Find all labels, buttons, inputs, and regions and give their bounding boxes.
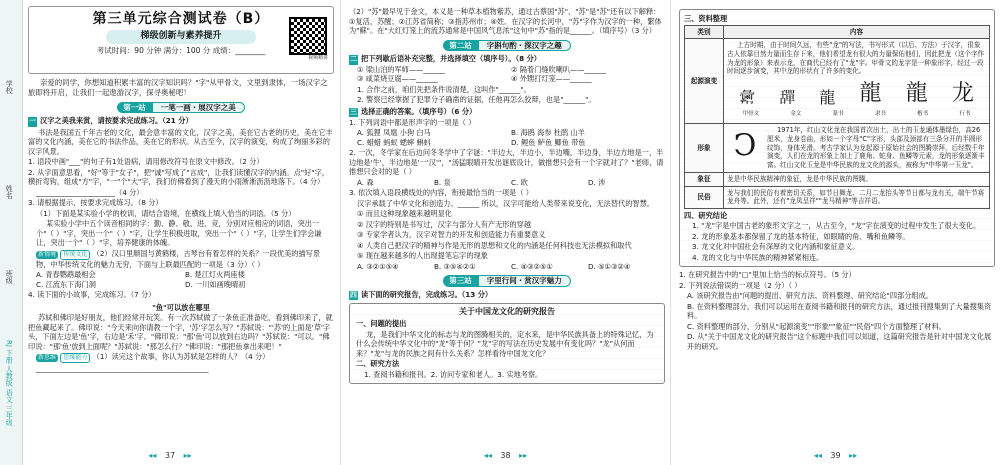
option[interactable]: A. 青春鹦鹉最相会 xyxy=(36,270,96,280)
option[interactable]: B. 楚江灯火两座楼 xyxy=(185,270,245,280)
fill-blank-1: 1. 合作之前，咱们先把条件说清楚，这叫作"______"。 xyxy=(357,84,531,94)
story-title: "鱼"可以放在哪里 xyxy=(152,302,210,312)
table-row xyxy=(685,186,990,208)
list-item: 4. 龙的文化与中华民族的精神紧紧相连。 xyxy=(692,252,824,262)
question-heading-4: 四 读下面的研究报告，完成练习。（13 分） xyxy=(350,290,493,300)
option[interactable]: C. ④③②⑤① xyxy=(511,261,553,271)
list-item: ④ 人类自己把汉字的精神与作是无形的思想和文化的内涵是任何科技也无法模拟和取代 xyxy=(357,240,632,250)
question-heading-3: 三 选择正确的答案。（填序号）（6 分） xyxy=(350,106,477,116)
column-header: 内容 xyxy=(724,25,990,39)
question-3-3-text: 汉字承载了中华文化和创造力。______ 所以，汉字可能给人类带来说变化，无法替代的智慧。 xyxy=(357,198,654,208)
option[interactable]: D. 一川如画晚晴初 xyxy=(185,279,246,289)
script-label: 金文 xyxy=(790,111,802,118)
option[interactable]: A. ③②①⑤④ xyxy=(357,261,399,271)
question-3-2-options xyxy=(28,270,334,289)
question-top-para: （2）"苏"最早见于金文，本义是一种草本植物紫苏，通过古蔡国"苏"、"苏"是"苏"还有以下解释：①复活，苏醒；②江苏省简称；③指苏州市；④姓。在汉字的长河中，"苏"字作为汉字的一种，繁体为"蘇"。在"大红灯笼上的流苏通常是中国风气息浓"这句中"苏"指的是______。（填序号）（3 分） xyxy=(349,7,662,35)
glyph-oracle: 𢑷 xyxy=(739,87,756,107)
question-3-3: 3. 依次填入语段横线处的内容，衔接最恰当的一项是（ ） xyxy=(349,188,533,198)
qr-caption: 视频精讲 xyxy=(307,55,328,61)
list-item: ② 隔着门缝吹喇叭——______ xyxy=(511,64,606,74)
page-number: ◂◂ 38 ▸▸ xyxy=(483,451,528,461)
glyph-seal: 龍 xyxy=(819,87,836,107)
option[interactable]: D. ⑤①③②④ xyxy=(588,261,631,271)
spine-name: 姓名 xyxy=(5,185,14,199)
question-2: 2. 下列说法错误的一项是（2 分）（ ） xyxy=(679,280,802,290)
script-labels xyxy=(727,111,986,118)
glyph-running: 龙 xyxy=(951,81,974,107)
list-item: ② 汉字的特别是书写过，汉字与部分人有产无形的穿越 xyxy=(357,219,532,229)
question-1: 1. 语段中画"___"的句子有1处语病，请用修改符号在原文中修改。（2 分） xyxy=(28,157,264,167)
report-heading: 四、研究结论 xyxy=(684,210,728,220)
page-38 xyxy=(340,0,670,465)
option[interactable]: B. 海鸥 海参 杜鹃 山羊 xyxy=(511,128,585,138)
report-text: 龙，是我们中华文化的标志与龙的图腾相关的，定水来，是中华民族具备上的特殊记忆，为什么会传统中华文化中的"龙"等于何？"龙"字的写法在历史发展中有变化吗？"龙"从何而来？"龙"与龙的民族之间有什么关系？怎样看待中国龙文化？ xyxy=(356,329,654,358)
option[interactable]: C. 欧 xyxy=(511,177,528,187)
character-evolution xyxy=(727,79,986,108)
xiehouyu-list xyxy=(349,65,665,84)
question-3-1: 1. 下列词语中都是形声字的一项是（ ） xyxy=(349,117,476,127)
section-banner-2 xyxy=(349,40,665,52)
option[interactable]: A. 森 xyxy=(357,177,374,187)
section-tag: 第三站 xyxy=(443,275,478,287)
list-item: ⑤ 现在越来越多的人出现提笔忘字的现象 xyxy=(357,251,488,261)
section-name: 字斟句酌・探汉字之趣 xyxy=(478,40,571,52)
question-4-1: 新思维 思维能力 （1）读完这个故事，你认为苏轼是怎样的人？（4 分） xyxy=(38,352,270,362)
list-item: ③ 咸菜烧豆腐——______ xyxy=(357,74,438,84)
list-item: 3. 龙文化对中国社会有深厚的文化内涵和象征意义。 xyxy=(692,242,860,252)
question-1: 1. 在研究报告中的"□"里加上恰当的标点符号。（5 分） xyxy=(679,270,856,280)
options xyxy=(349,128,665,147)
answer-line: ______________________（4 分） xyxy=(36,187,144,197)
list-item: 2. 龙的形象基本都保留了龙的基本特征，如眼睛的角、嘴和鱼鳞等。 xyxy=(692,231,910,241)
question-3: 3. 请根据提示，按要求完成练习。（8 分） xyxy=(28,198,163,208)
spine-book-tag: RJ 下册 人教版 语文 三年级 xyxy=(5,340,14,426)
binding-spine xyxy=(0,0,23,465)
table-row xyxy=(685,124,990,173)
option[interactable]: A. 狐狸 凤凰 小狗 白马 xyxy=(357,128,431,138)
option[interactable]: C. 江流东下海门洞 xyxy=(36,279,96,289)
glyph-regular: 龍 xyxy=(905,81,928,107)
report-box xyxy=(349,303,665,384)
report-title: 关于中国龙文化的研究报告 xyxy=(459,307,555,317)
data-table xyxy=(684,25,990,209)
page-title: 第三单元综合测试卷（B） xyxy=(92,11,270,27)
list-item: ④ 外甥打灯笼——______ xyxy=(511,74,592,84)
page-number: ◂◂ 37 ▸▸ xyxy=(148,451,192,461)
script-label: 篆书 xyxy=(832,111,844,118)
row-label: 形象 xyxy=(685,124,724,173)
question-3-1: （1）下面是某实验小学的校训，请结合语境，在横线上填入恰当的词语。（5 分） xyxy=(36,208,296,218)
section-banner-3 xyxy=(349,275,665,287)
options xyxy=(349,178,665,188)
page-39 xyxy=(670,0,1000,465)
table-row xyxy=(685,39,990,124)
qr-code-icon[interactable] xyxy=(289,17,327,55)
question-3-1-text: 某实验小学中五个读音相同的字：勤、静、敬、进、竞，分别对应相应的词语，突出一个"（ ）"字，突出一个"（ ）"字，让学生积极进取，突出一个"（ ）"字，让学生们学会谦让，突出一个"（ ）"字，培养健康的体魄。 xyxy=(36,219,322,248)
list-item: ① 而且这种现象越来越明显化 xyxy=(357,209,452,219)
title-box xyxy=(28,6,334,74)
fill-blank-2: 2. 警察已经掌握了犯罪分子确凿的证据，任他再怎么狡辩，也是"______"。 xyxy=(357,95,596,105)
list-item: 1. "龙"字是中国古老的象形文字之一，从古至今，"龙"字在演变的过程中发生了很大变化。 xyxy=(692,221,981,231)
row-label: 民俗 xyxy=(685,186,724,208)
story-text: 苏轼和佛印是好朋友，他们经常开玩笑。有一次苏轼做了一条鱼正准备吃，看到佛印来了，就把鱼藏起来了。佛印说："今天来向你请教一个字，'苏'字怎么写？"苏轼说："'苏'的上面是'草'字头，下面左边是'鱼'字，右边是'禾'字。"佛印说："那'鱼'可以放到右边吗？"苏轼说："可以。"佛印说："那'鱼'放到上面呢？"苏轼说："那怎么行？"佛印说："那把鱼拿出来吧！" xyxy=(28,313,333,351)
report-heading: 二、研究方法 xyxy=(356,359,400,369)
options xyxy=(349,262,665,272)
answer-line: ________________________________________________ xyxy=(36,363,209,373)
option[interactable]: A. 该研究报告由"问题的提出、研究方法、资料整理、研究结论"四部分组成。 xyxy=(687,291,933,301)
exam-info: 考试时间：90 分钟 满分：100 分 成绩：________ xyxy=(96,46,266,56)
report-text: 1. 查阅书籍和报刊。2. 访问专家和老人。3. 实地考察。 xyxy=(364,369,543,379)
question-4: 4. 读下面的小故事，完成练习。（7 分） xyxy=(28,290,156,300)
section-name: 字里行间・赏汉字魅力 xyxy=(478,275,571,287)
option[interactable]: B. 在资料整理部分，我们可以运用在查阅书籍和报刊的研究方法，通过报刊搜集到了大量搜集资料。 xyxy=(687,301,992,321)
glyph-bronze: 𦧴 xyxy=(779,87,796,107)
script-label: 隶书 xyxy=(874,111,886,118)
question-heading-2: 二 把下列歇后语补充完整，并选择填空（填序号）。（8 分） xyxy=(350,54,541,64)
page-number: ◂◂ 39 ▸▸ xyxy=(813,451,858,461)
question-2: 2. 从字面意思看，"好"等于"女子"，把"诚"写成了"言成"，让我们读懂汉字的内涵。点"好"字，横折弯钩，组成"方"字，"一"个"大"字，我们仿佛看到了漫天的小雨淅淅沥沥地落下。（4 分） xyxy=(28,167,329,187)
question-heading-1: 一 汉字之美我来赏，请按要求完成练习。（21 分） xyxy=(29,116,193,126)
script-label: 楷书 xyxy=(917,111,929,118)
spine-class: 班级 xyxy=(5,270,14,284)
option[interactable]: C. 资料整理的部分，分别从"起源演变""形象""象征""民俗"四个方面整理了材料。 xyxy=(687,321,946,331)
row-label: 象征 xyxy=(685,172,724,186)
list-item: ① 梁山泊的军师——______ xyxy=(357,64,445,74)
script-label: 甲骨文 xyxy=(742,111,760,118)
row-label: 起源演变 xyxy=(685,39,724,124)
question-3-2: 新情境 传统文化 （2）汉口里顺国与黄鹤楼，古琴台有着怎样的关系？一段优美的描写景物，中华传统文化的魅力无穷，下面与上联最匹配的一项是（3 分）（ ） xyxy=(36,248,321,269)
jade-dragon-icon: Ͻ xyxy=(733,128,757,164)
question-3-2: 2. 一次，冬学家在后边问冬冬学中了字谜："半边大，半边小，半边嘴，半边身，半边方地是一，半边地是'牛'，半边地是'一'汉'"，"汤猛眼睛开发出谜底设计，做推想只会有一个字就对了？"老师，请推想只会对的是（ ） xyxy=(349,148,664,177)
option[interactable]: B. ③⑤④②① xyxy=(434,261,476,271)
option[interactable]: B. 泉 xyxy=(434,177,451,187)
section-name: 一笔一画・展汉字之美 xyxy=(152,102,245,114)
row-text: 龙与我们的民俗有着密切关系，如节日舞龙、二月二龙抬头等节日都与龙有关，端午节赛龙舟等。此外，还有"龙凤呈祥""龙马精神"等吉祥语。 xyxy=(724,186,990,208)
report-heading: 三、资料整理 xyxy=(684,14,728,23)
table-row xyxy=(685,172,990,186)
list-item: ③ 专家学者认为，汉字对智力的开发和创造能力有重要意义 xyxy=(357,230,546,240)
option[interactable]: D. 涉 xyxy=(588,177,606,187)
intro-text: 亲爱的同学，你想知道积累丰富的汉字知识吗？"字"从甲骨文，文里到隶体，一场汉字之旅即将开启，让我们一起遨游汉字，探寻奥秘吧！ xyxy=(28,78,328,97)
report-box-continued xyxy=(679,9,995,267)
row-text: 上古时期，由于时间久远，有些"龙"的写法，书写形式（以后、方法）于汉字，很象古人依靠目然力量而生存下来，他们希望龙有很大的力量保佑他们，因此把龙（这个字作为龙的形象）来表示龙，在商代已经有了"龙"字。甲骨文的龙字是一种象形字，经过一段时间逐步演变，其中龙的形状有了许多的变化。 xyxy=(727,41,985,76)
row-text: 龙是中华民族精神的象征，龙是中华民族的图腾。 xyxy=(724,172,990,186)
page-37 xyxy=(0,0,340,465)
passage-text: 书法是我国五千年古老的文化，最会意丰富的文化，汉字之美，美在它古老的历史，美在它丰富的文化内涵，美在它的书法作品，美在它的形状。从古至今，汉字的演变，构成了绚丽多彩的汉字风景。 xyxy=(28,127,333,156)
page-subtitle: 梯级创新与素养提升 xyxy=(106,30,256,44)
option[interactable]: D. 鲤鱼 鲈鱼 鲫鱼 带鱼 xyxy=(511,137,586,147)
column-header: 类别 xyxy=(685,25,724,39)
glyph-clerical: 龍 xyxy=(859,81,882,107)
option[interactable]: C. 蜡蜡 蚂蚁 蟋蟀 蝌蚪 xyxy=(357,137,431,147)
section-banner-1 xyxy=(28,102,334,114)
section-tag: 第一站 xyxy=(117,102,152,114)
row-text: 1971年，红山文化龙在我国首次出土，出土的玉龙通体墨绿色，高26厘米，龙身卷曲，形如一个字母"C"字形，头部及颈部有三条分开的半圆形纹饰，身体光滑。考古学家认为龙起源于原始社会的图腾崇拜，后经数千年演变，人们在龙的形象上加上了鹿角、蛇身、鱼鳞等元素，龙的形象逐渐丰富。红山文化玉龙是中华民族的龙文化的源头，被称为"中华第一玉龙"。 xyxy=(767,126,985,170)
section-tag: 第二站 xyxy=(443,40,478,52)
script-label: 行书 xyxy=(959,111,971,118)
report-heading: 一、问题的提出 xyxy=(356,319,407,329)
spine-school: 学校 xyxy=(5,80,14,94)
option[interactable]: D. 从"关于中国龙文化的研究报告"这个标题中我们可以知道，这篇研究报告是针对中国龙文化展开的研究。 xyxy=(687,332,992,351)
